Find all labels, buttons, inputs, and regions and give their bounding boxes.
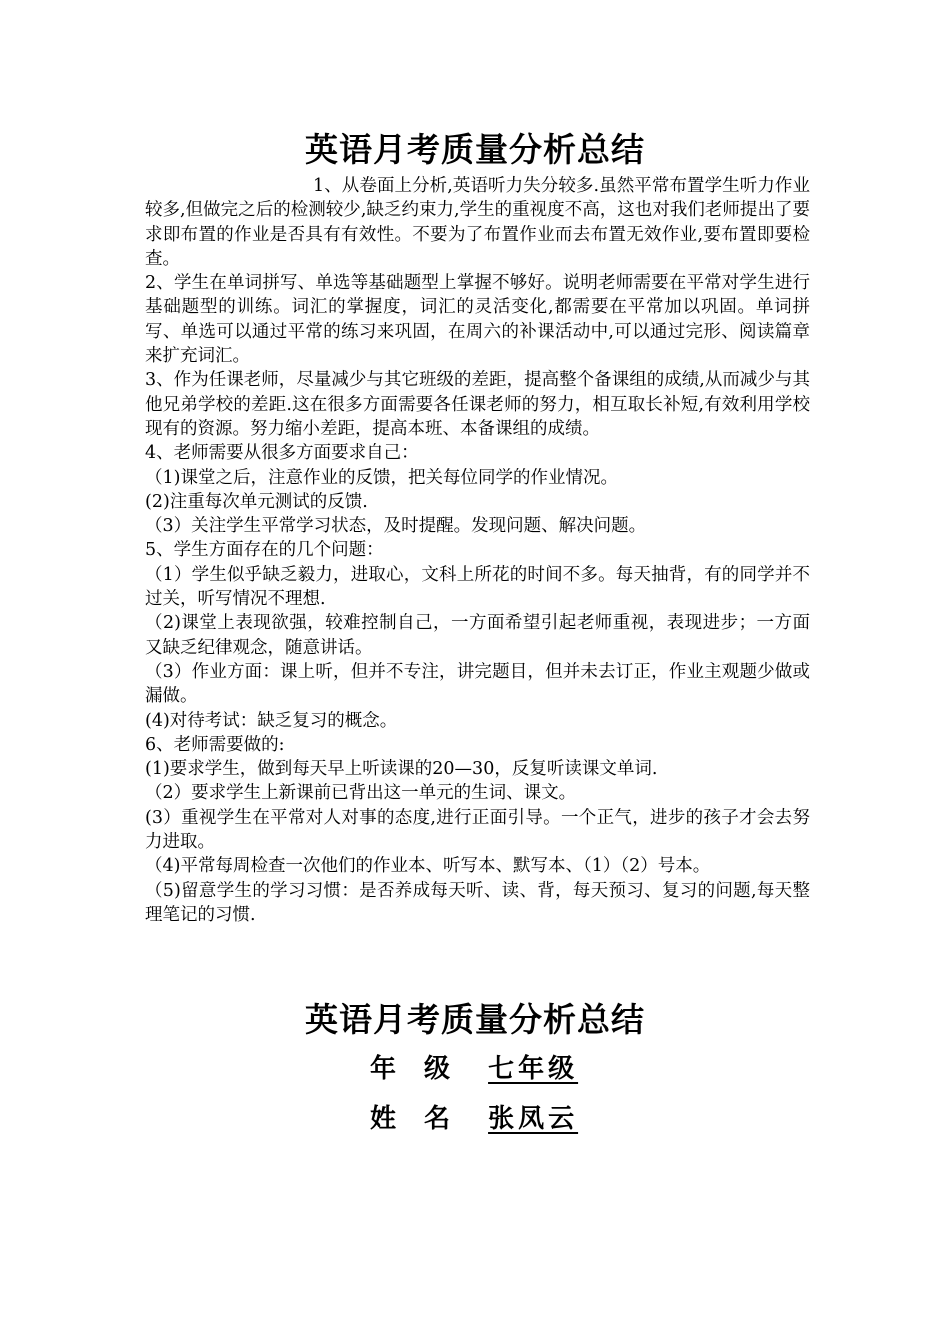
name-label: 姓名 — [370, 1104, 479, 1134]
document-body — [145, 174, 810, 927]
paragraph-4-item-3: （3）关注学生平常学习状态，及时提醒。发现问题、解决问题。 — [145, 516, 647, 537]
paragraph-5-item-2: （2)课堂上表现欲强，较难控制自己，一方面希望引起老师重视，表现进步；一方面又缺乏纪律观念，随意讲话。 — [145, 613, 810, 658]
name-value: 张凤云 — [488, 1104, 579, 1134]
name-row — [370, 1101, 578, 1137]
paragraph-6-item-1: (1)要求学生，做到每天早上听读课的20—30，反复听读课文单词. — [145, 759, 658, 780]
paragraph-6-item-5: （5)留意学生的学习习惯：是否养成每天听、读、背，每天预习、复习的问题,每天整理笔记的习惯. — [145, 880, 810, 925]
grade-label: 年级 — [370, 1054, 479, 1084]
paragraph-5-item-1: （1）学生似乎缺乏毅力，进取心，文科上所花的时间不多。每天抽背，有的同学并不过关，听写情况不理想. — [145, 564, 810, 610]
paragraph-4-heading: 4、老师需要从很多方面要求自己： — [145, 443, 419, 464]
grade-row — [370, 1051, 578, 1087]
paragraph-4-item-2: (2)注重每次单元测试的反馈. — [145, 491, 368, 512]
paragraph-3: 3、作为任课老师，尽量减少与其它班级的差距，提高整个备课组的成绩,从而减少与其他兄弟学校的差距.这在很多方面需要各任课老师的努力，相互取长补短,有效利用学校现有的资源。努力缩小差距，提高本班、本备课组的成绩。 — [145, 370, 810, 439]
paragraph-6-item-4: （4)平常每周检查一次他们的作业本、听写本、默写本、（1）（2）号本。 — [145, 856, 711, 877]
paragraph-5-heading: 5、学生方面存在的几个问题： — [145, 540, 384, 561]
document-title: 英语月考质量分析总结 — [305, 130, 645, 169]
paragraph-6-heading: 6、老师需要做的: — [145, 734, 285, 755]
cover-title: 英语月考质量分析总结 — [305, 1000, 645, 1039]
grade-value: 七年级 — [488, 1054, 579, 1084]
paragraph-4-item-1: （1)课堂之后，注意作业的反馈，把关每位同学的作业情况。 — [145, 467, 618, 488]
paragraph-5-item-4: (4)对待考试：缺乏复习的概念。 — [145, 710, 398, 731]
paragraph-5-item-3: （3）作业方面：课上听，但并不专注，讲完题目，但并未去订正，作业主观题少做或漏做。 — [145, 661, 810, 707]
paragraph-1: 1、从卷面上分析,英语听力失分较多.虽然平常布置学生听力作业较多,但做完之后的检测较少,缺乏约束力,学生的重视度不高，这也对我们老师提出了要求即布置的作业是否具有有效性。不要为了布置作业而去布置无效作业,要布置即要检查。 — [145, 176, 810, 269]
paragraph-6-item-2: （2）要求学生上新课前已背出这一单元的生词、课文。 — [145, 783, 577, 804]
paragraph-6-item-3: (3）重视学生在平常对人对事的态度,进行正面引导。一个正气，进步的孩子才会去努力进取。 — [145, 807, 810, 853]
paragraph-2: 2、学生在单词拼写、单选等基础题型上掌握不够好。说明老师需要在平常对学生进行基础题型的训练。词汇的掌握度，词汇的灵活变化,都需要在平常加以巩固。单词拼写、单选可以通过平常的练习来巩固，在周六的补课活动中,可以通过完形、阅读篇章来扩充词汇。 — [145, 273, 810, 367]
